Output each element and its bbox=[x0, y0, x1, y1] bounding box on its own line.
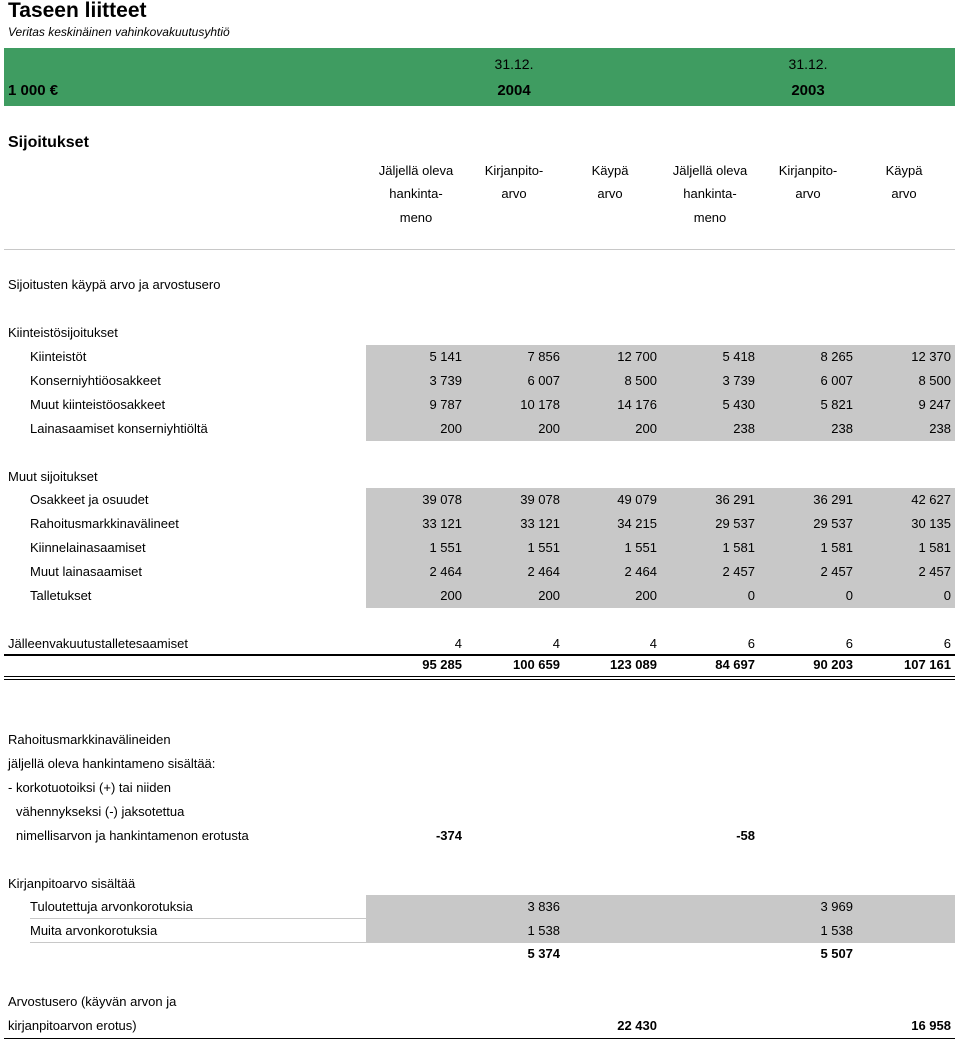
cell-value: 34 215 bbox=[617, 516, 657, 531]
cell-value: 6 007 bbox=[820, 373, 853, 388]
note1-value-2004: -374 bbox=[435, 828, 462, 843]
cell-value: 30 135 bbox=[911, 516, 951, 531]
cell-value: 1 581 bbox=[722, 540, 755, 555]
cell-value: 5 141 bbox=[429, 349, 462, 364]
col4-header-line1: Jäljellä oleva bbox=[672, 163, 748, 178]
cell-value: 1 581 bbox=[820, 540, 853, 555]
cell-value: 2 464 bbox=[624, 564, 657, 579]
cell-value: 8 500 bbox=[918, 373, 951, 388]
unit-label: 1 000 € bbox=[8, 82, 59, 99]
cell-value: 1 581 bbox=[918, 540, 951, 555]
cell-value: 238 bbox=[929, 421, 951, 436]
cell-value: 3 836 bbox=[527, 899, 560, 914]
cell-value: 36 291 bbox=[813, 492, 853, 507]
note1-line: - korkotuotoiksi (+) tai niiden bbox=[8, 780, 171, 795]
header-divider bbox=[4, 249, 955, 250]
cell-value: 1 551 bbox=[527, 540, 560, 555]
note1-line: Rahoitusmarkkinavälineiden bbox=[8, 732, 171, 747]
note2-total-2003: 5 507 bbox=[820, 946, 853, 961]
col2-header-line1: Kirjanpito- bbox=[484, 163, 544, 178]
row-label: Lainasaamiset konserniyhtiöltä bbox=[30, 421, 208, 436]
note2-bottom-divider bbox=[30, 942, 955, 943]
cell-value: 1 538 bbox=[527, 923, 560, 938]
row-label: Muita arvonkorotuksia bbox=[30, 923, 158, 938]
cell-value: 2 457 bbox=[722, 564, 755, 579]
cell-value: 200 bbox=[440, 421, 462, 436]
note1-line: jäljellä oleva hankintameno sisältää: bbox=[8, 756, 216, 771]
cell-value: 7 856 bbox=[527, 349, 560, 364]
cell-value: 5 430 bbox=[722, 397, 755, 412]
section-title: Sijoitukset bbox=[8, 134, 89, 151]
cell-value: 14 176 bbox=[617, 397, 657, 412]
row-label: Konserniyhtiöosakkeet bbox=[30, 373, 161, 388]
note2-total-2004: 5 374 bbox=[527, 946, 560, 961]
col1-header-line2: hankinta- bbox=[389, 186, 443, 201]
cell-value: 3 969 bbox=[820, 899, 853, 914]
row-label: Osakkeet ja osuudet bbox=[30, 492, 149, 507]
cell-value: 9 787 bbox=[429, 397, 462, 412]
row-label: Muut kiinteistöosakkeet bbox=[30, 397, 166, 412]
cell-value: 6 007 bbox=[527, 373, 560, 388]
cell-value: 0 bbox=[747, 588, 755, 603]
col3-header-line2: arvo bbox=[597, 186, 623, 201]
cell-value: 8 500 bbox=[624, 373, 657, 388]
note3-line: kirjanpitoarvon erotus) bbox=[8, 1018, 137, 1033]
cell-value: 4 bbox=[649, 636, 657, 651]
cell-value: 29 537 bbox=[813, 516, 853, 531]
total-value: 84 697 bbox=[715, 657, 755, 672]
cell-value: 39 078 bbox=[422, 492, 462, 507]
cell-value: 4 bbox=[454, 636, 462, 651]
row-label: Kiinteistöt bbox=[30, 349, 87, 364]
col6-header-line2: arvo bbox=[891, 186, 917, 201]
cell-value: 2 464 bbox=[527, 564, 560, 579]
cell-value: 200 bbox=[635, 588, 657, 603]
col3-header-line1: Käypä bbox=[591, 163, 629, 178]
cell-value: 1 538 bbox=[820, 923, 853, 938]
col5-header-line1: Kirjanpito- bbox=[778, 163, 838, 178]
cell-value: 6 bbox=[747, 636, 755, 651]
date-2003: 31.12. bbox=[788, 56, 828, 72]
year-2004: 2004 bbox=[497, 82, 531, 99]
cell-value: 12 370 bbox=[911, 349, 951, 364]
cell-value: 238 bbox=[733, 421, 755, 436]
col4-header-line3: meno bbox=[693, 210, 727, 225]
row-label: Tuloutettuja arvonkorotuksia bbox=[30, 899, 193, 914]
cell-value: 238 bbox=[831, 421, 853, 436]
cell-value: 39 078 bbox=[520, 492, 560, 507]
cell-value: 33 121 bbox=[422, 516, 462, 531]
note1-value-2003: -58 bbox=[736, 828, 755, 843]
note3-value-2003: 16 958 bbox=[911, 1018, 951, 1033]
row-label: Rahoitusmarkkinavälineet bbox=[30, 516, 179, 531]
note2-title: Kirjanpitoarvo sisältää bbox=[8, 876, 136, 891]
cell-value: 2 457 bbox=[820, 564, 853, 579]
cell-value: 5 418 bbox=[722, 349, 755, 364]
cell-value: 1 551 bbox=[429, 540, 462, 555]
cell-value: 33 121 bbox=[520, 516, 560, 531]
total-value: 100 659 bbox=[513, 657, 560, 672]
cell-value: 9 247 bbox=[918, 397, 951, 412]
total-value: 95 285 bbox=[422, 657, 462, 672]
page-title: Taseen liitteet bbox=[8, 0, 147, 22]
row-label: Talletukset bbox=[30, 588, 92, 603]
total-value: 123 089 bbox=[610, 657, 657, 672]
cell-value: 6 bbox=[845, 636, 853, 651]
reinsurance-label: Jälleenvakuutustalletesaamiset bbox=[8, 636, 188, 651]
total-value: 90 203 bbox=[813, 657, 853, 672]
date-2004: 31.12. bbox=[494, 56, 534, 72]
cell-value: 36 291 bbox=[715, 492, 755, 507]
note3-value-2004: 22 430 bbox=[617, 1018, 657, 1033]
col1-header-line3: meno bbox=[399, 210, 433, 225]
cell-value: 1 551 bbox=[624, 540, 657, 555]
note1-line: vähennykseksi (-) jaksotettua bbox=[16, 804, 185, 819]
cell-value: 3 739 bbox=[722, 373, 755, 388]
cell-value: 42 627 bbox=[911, 492, 951, 507]
row-label: Muut lainasaamiset bbox=[30, 564, 142, 579]
cell-value: 4 bbox=[552, 636, 560, 651]
col4-header-line2: hankinta- bbox=[683, 186, 737, 201]
note3-line: Arvostusero (käyvän arvon ja bbox=[8, 994, 177, 1009]
col5-header-line2: arvo bbox=[795, 186, 821, 201]
col2-header-line2: arvo bbox=[501, 186, 527, 201]
company-name: Veritas keskinäinen vahinkovakuutusyhtiö bbox=[8, 25, 230, 39]
cell-value: 5 821 bbox=[820, 397, 853, 412]
cell-value: 200 bbox=[440, 588, 462, 603]
total-value: 107 161 bbox=[904, 657, 951, 672]
cell-value: 12 700 bbox=[617, 349, 657, 364]
cell-value: 10 178 bbox=[520, 397, 560, 412]
col6-header-line1: Käypä bbox=[885, 163, 923, 178]
cell-value: 6 bbox=[943, 636, 951, 651]
total-double-rule bbox=[4, 676, 955, 680]
cell-value: 8 265 bbox=[820, 349, 853, 364]
row-label: Kiinnelainasaamiset bbox=[30, 540, 146, 555]
cell-value: 0 bbox=[845, 588, 853, 603]
cell-value: 2 457 bbox=[918, 564, 951, 579]
group1-title: Kiinteistösijoitukset bbox=[8, 325, 118, 340]
cell-value: 2 464 bbox=[429, 564, 462, 579]
cell-value: 200 bbox=[538, 421, 560, 436]
cell-value: 3 739 bbox=[429, 373, 462, 388]
cell-value: 29 537 bbox=[715, 516, 755, 531]
col1-header-line1: Jäljellä oleva bbox=[378, 163, 454, 178]
subtotal-rule bbox=[4, 654, 955, 656]
cell-value: 0 bbox=[943, 588, 951, 603]
note1-line: nimellisarvon ja hankintamenon erotusta bbox=[16, 828, 249, 843]
cell-value: 200 bbox=[538, 588, 560, 603]
bottom-rule bbox=[4, 1038, 955, 1039]
cell-value: 49 079 bbox=[617, 492, 657, 507]
note2-row-divider bbox=[30, 918, 955, 919]
year-2003: 2003 bbox=[791, 82, 825, 99]
group2-title: Muut sijoitukset bbox=[8, 469, 98, 484]
cell-value: 200 bbox=[635, 421, 657, 436]
subsection-title: Sijoitusten käypä arvo ja arvostusero bbox=[8, 277, 221, 292]
